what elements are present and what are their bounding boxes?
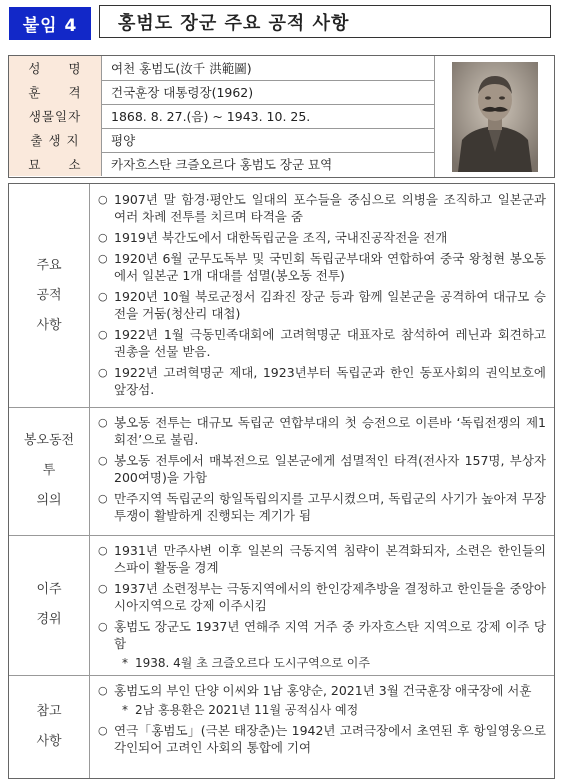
- list-item: [98, 364, 546, 398]
- section-heading-line: 참고: [36, 703, 62, 719]
- sub-note-text: 2남 홍용환은 2021년 11월 공적심사 예정: [135, 703, 359, 717]
- section-heading: [9, 675, 90, 778]
- sub-note-text: 1938. 4월 초 크즐오르다 도시구역으로 이주: [135, 656, 370, 670]
- note-marker: *: [122, 703, 128, 717]
- note-marker: *: [122, 656, 128, 670]
- profile-value: 건국훈장 대통령장(1962): [111, 85, 254, 100]
- profile-label: 출 생 지: [9, 128, 102, 152]
- bullet-marker: ○: [98, 492, 108, 505]
- list-item-text: 1919년 북간도에서 대한독립군을 조직, 국내진공작전을 전개: [114, 230, 448, 245]
- bullet-marker: ○: [98, 231, 108, 244]
- section-heading: [9, 184, 90, 407]
- list-item: [98, 229, 546, 246]
- section-heading-line: 의의: [36, 493, 62, 508]
- list-item: [98, 490, 546, 524]
- list-item-text: 홍범도의 부인 단양 이씨와 1남 홍양순, 2021년 3월 건국훈장 애국장에 서훈: [114, 683, 532, 698]
- list-item-text: 1922년 고려혁명군 제대, 1923년부터 독립군과 한인 동포사회의 권익보호에 앞장섬.: [114, 365, 546, 397]
- list-item-text: 1920년 10월 북로군정서 김좌진 장군 등과 함께 일본군을 공격하여 대규모 승전을 거둠(청산리 대첩): [114, 289, 546, 321]
- list-item: [98, 414, 546, 448]
- list-item-text: 봉오동 전투에서 매복전으로 일본군에게 섬멸적인 타격(전사자 157명, 부상자 200여명)을 가함: [114, 453, 546, 485]
- list-item-text: 1931년 만주사변 이후 일본의 극동지역 침략이 본격화되자, 소련은 한인들의 스파이 활동을 경계: [114, 543, 546, 575]
- profile-value: 카자흐스탄 크즐오르다 홍범도 장군 묘역: [111, 157, 333, 172]
- profile-label: 묘 소: [9, 152, 102, 176]
- profile-row-name: [9, 56, 434, 81]
- section-heading: [9, 535, 90, 675]
- list-item-text: 1907년 말 함경·평안도 일대의 포수들을 중심으로 의병을 조직하고 일본군과 여러 차례 전투를 치르며 타격을 줌: [114, 192, 546, 224]
- bullet-marker: ○: [98, 684, 108, 697]
- list-item: [98, 326, 546, 360]
- bullet-marker: ○: [98, 193, 108, 206]
- list-item: [98, 288, 546, 322]
- section-heading-line: 사항: [36, 317, 62, 333]
- list-item: [98, 618, 546, 652]
- bullet-marker: ○: [98, 582, 108, 595]
- section-references: [9, 675, 554, 778]
- attachment-badge: 붙임 4: [9, 7, 91, 40]
- profile-value: 여천 홍범도(汝千 洪範圖): [111, 61, 252, 76]
- list-item-text: 만주지역 독립군의 항일독립의지를 고무시켰으며, 독립군의 사기가 높아져 무장투쟁이 활발하게 진행되는 계기가 됨: [114, 491, 546, 523]
- profile-label: 생몰일자: [9, 104, 102, 128]
- bullet-marker: ○: [98, 366, 108, 379]
- section-major-achievements: [9, 184, 554, 408]
- list-item: [98, 682, 546, 699]
- profile-row-award: [9, 80, 434, 105]
- section-heading-line: 경위: [36, 612, 62, 627]
- list-item: [98, 722, 546, 756]
- section-bongodong-significance: [9, 407, 554, 536]
- profile-label: 훈 격: [9, 80, 102, 104]
- list-item: [98, 250, 546, 284]
- list-item-text: 1920년 6월 군무도독부 및 국민회 독립군부대와 연합하여 중국 왕청현 봉오동에서 일본군 1개 대대를 섬멸(봉오동 전투): [114, 251, 546, 283]
- sub-note: [122, 655, 546, 671]
- list-item: [98, 452, 546, 486]
- section-relocation: [9, 535, 554, 676]
- list-item-text: 연극「홍범도」(극본 태장춘)는 1942년 고려극장에서 초연된 후 항일영웅으로 각인되어 고려인 사회의 통합에 기여: [114, 723, 546, 755]
- list-item-text: 1922년 1월 극동민족대회에 고려혁명군 대표자로 참석하여 레닌과 회견하고 권총을 선물 받음.: [114, 327, 546, 359]
- profile-row-grave: [9, 152, 434, 176]
- bullet-marker: ○: [98, 290, 108, 303]
- bullet-marker: ○: [98, 416, 108, 429]
- list-item-text: 1937년 소련정부는 극동지역에서의 한인강제추방을 결정하고 한인들을 중앙아시아지역으로 강제 이주시킴: [114, 581, 546, 613]
- section-heading-line: 봉오동전: [23, 433, 75, 448]
- profile-value: 평양: [111, 133, 136, 148]
- list-item-text: 홍범도 장군도 1937년 연해주 지역 거주 중 카자흐스탄 지역으로 강제 이주 당함: [114, 619, 546, 651]
- list-item: [98, 191, 546, 225]
- section-body: [90, 675, 554, 778]
- bullet-marker: ○: [98, 454, 108, 467]
- bullet-marker: ○: [98, 544, 108, 557]
- page-title-text: 홍범도 장군 주요 공적 사항: [118, 12, 350, 34]
- profile-table: [8, 55, 555, 178]
- portrait-image: [452, 62, 538, 172]
- list-item: [98, 542, 546, 576]
- bullet-marker: ○: [98, 620, 108, 633]
- section-heading-line: 사항: [36, 733, 62, 749]
- list-item-text: 봉오동 전투는 대규모 독립군 연합부대의 첫 승전으로 이른바 ‘독립전쟁의 제1회전’으로 불림.: [114, 415, 546, 447]
- section-body: [90, 184, 554, 407]
- section-heading-line: 주요: [36, 257, 62, 273]
- section-body: [90, 535, 554, 675]
- section-heading-line: 투: [42, 463, 56, 478]
- section-heading: [9, 407, 90, 535]
- portrait-photo: [434, 56, 555, 177]
- section-heading-line: 이주: [36, 582, 62, 597]
- page-title: [99, 5, 551, 38]
- sub-note: [122, 702, 546, 718]
- profile-label: 성 명: [9, 56, 102, 80]
- section-heading-line: 공적: [36, 287, 62, 303]
- list-item: [98, 580, 546, 614]
- profile-row-birthplace: [9, 128, 434, 153]
- bullet-marker: ○: [98, 328, 108, 341]
- bullet-marker: ○: [98, 724, 108, 737]
- section-body: [90, 407, 554, 535]
- profile-row-dates: [9, 104, 434, 129]
- profile-value: 1868. 8. 27.(음) ~ 1943. 10. 25.: [111, 109, 311, 124]
- bullet-marker: ○: [98, 252, 108, 265]
- achievements-table: [8, 183, 555, 779]
